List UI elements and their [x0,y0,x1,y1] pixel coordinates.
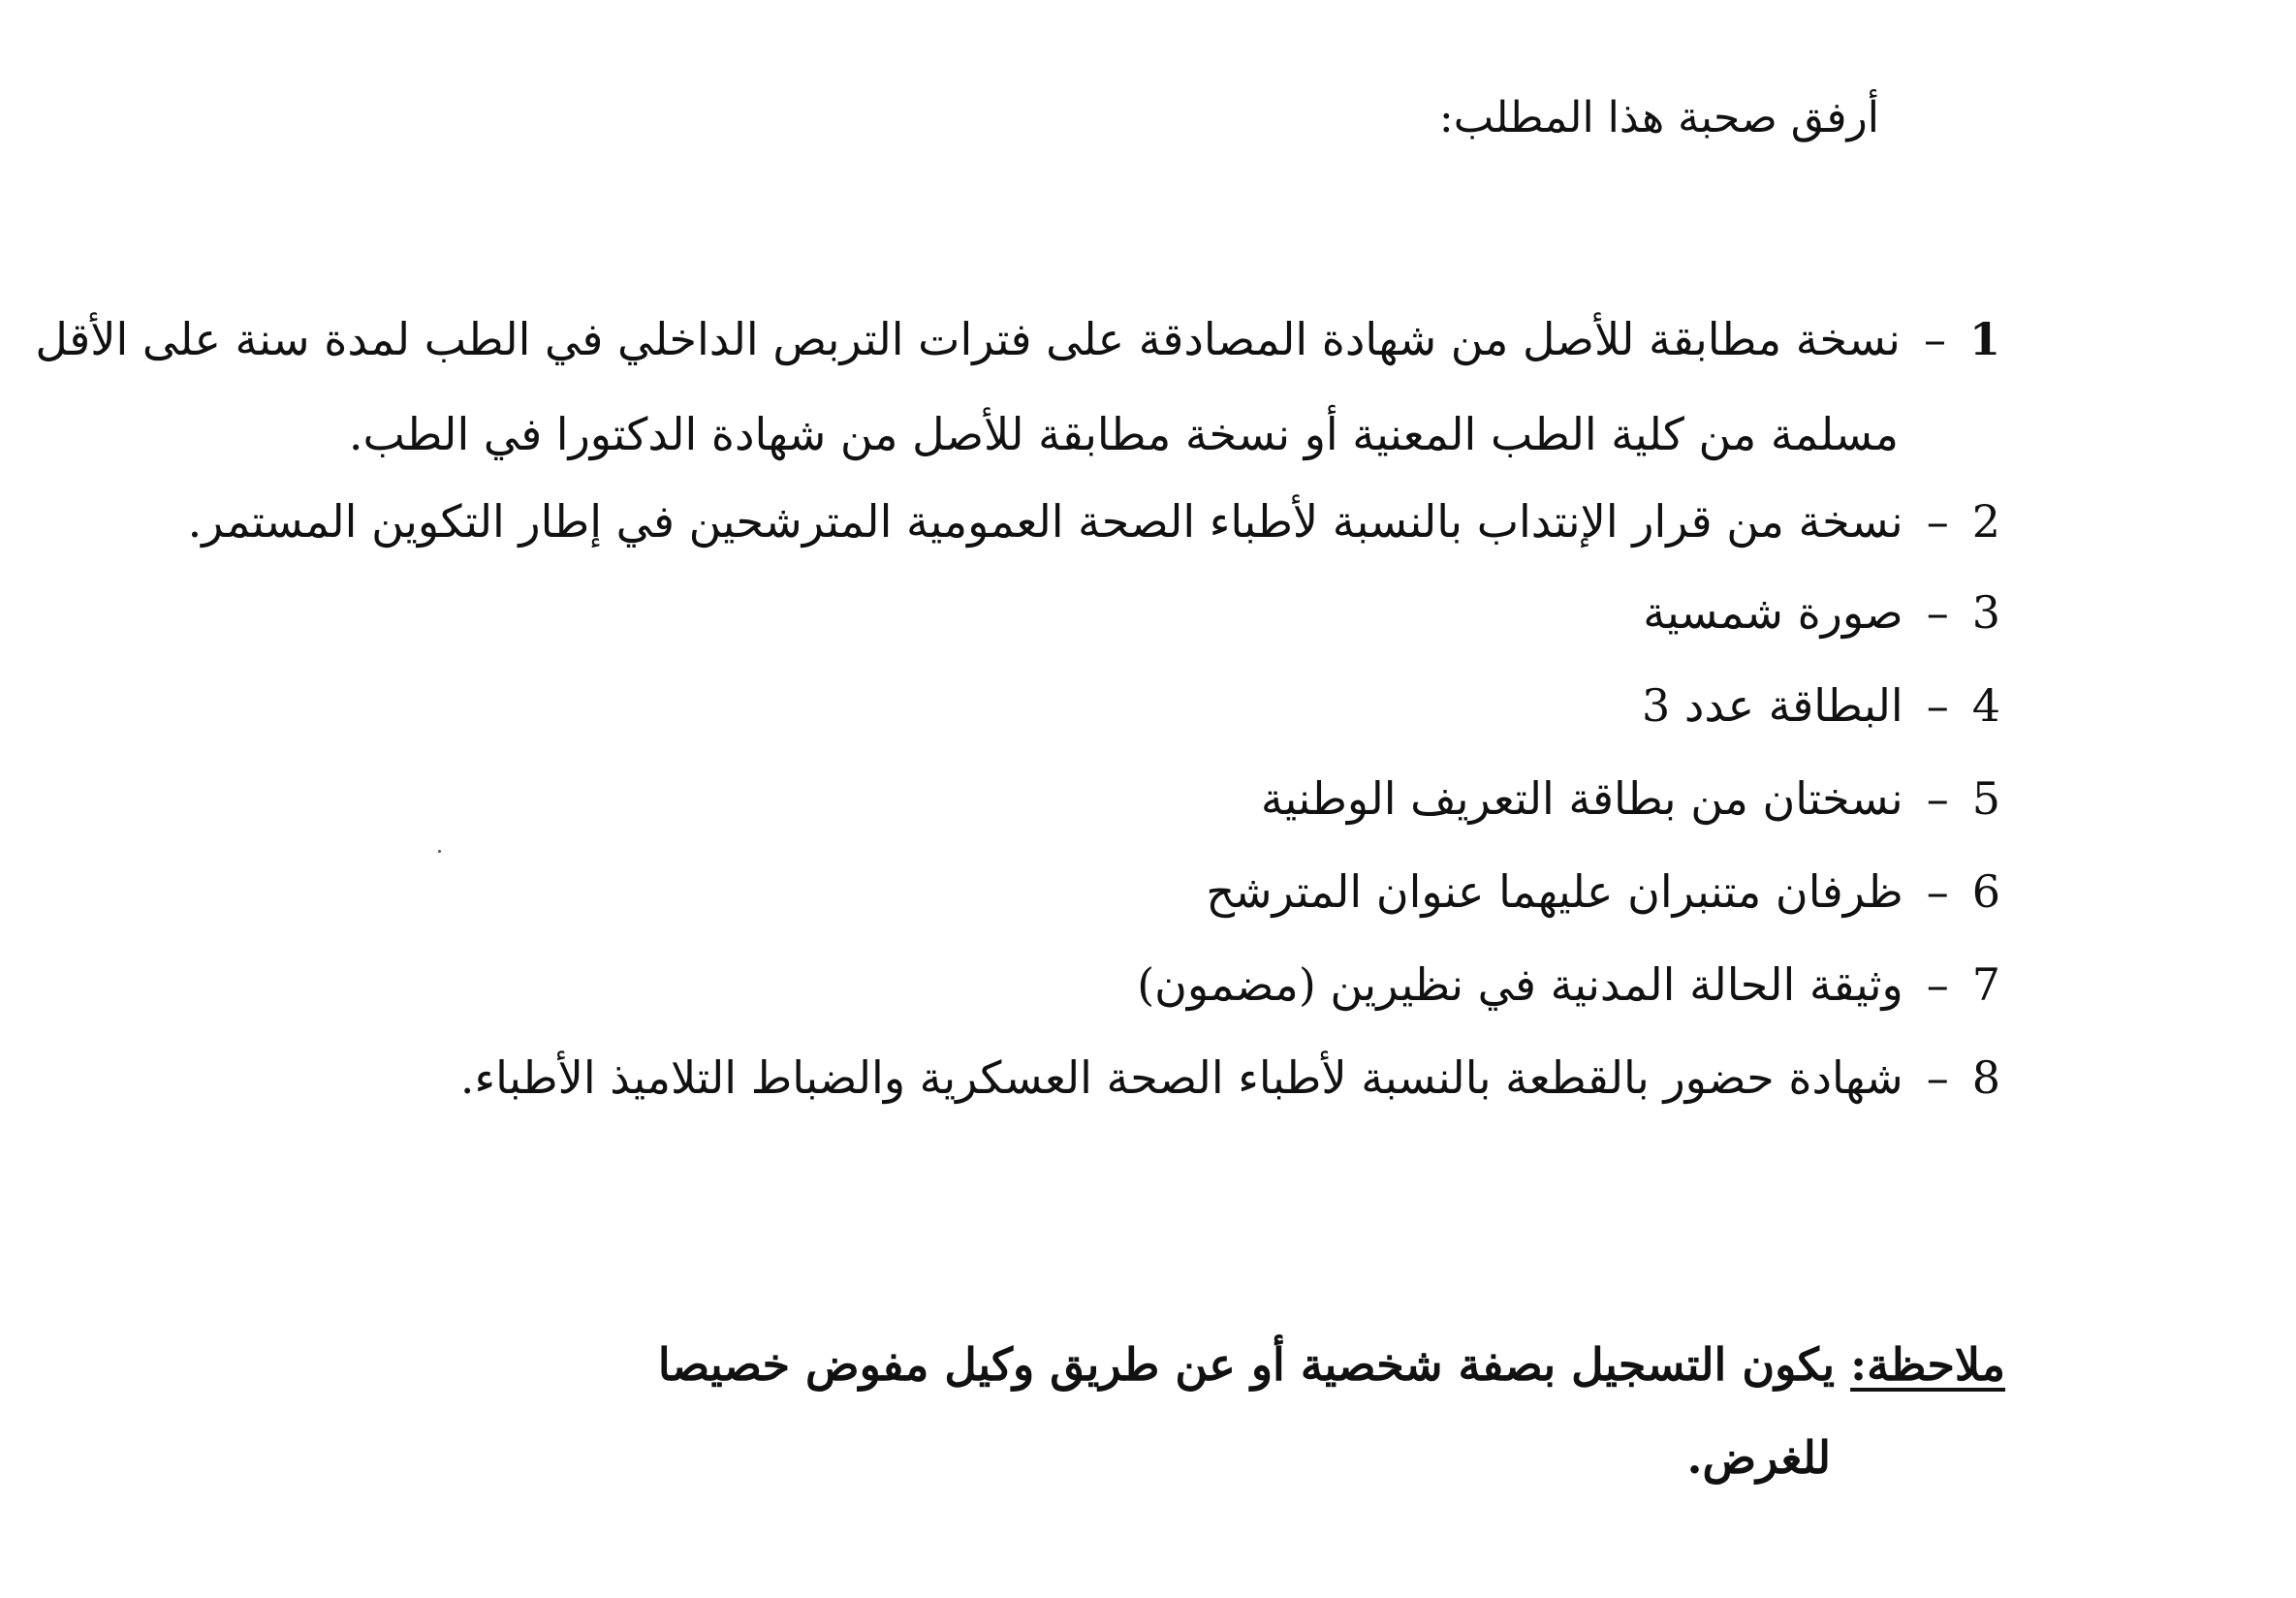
item-dash: – [1926,772,1949,825]
item-text-line-1: نسخة مطابقة للأصل من شهادة المصادقة على فترات التربص الداخلي في الطب لمدة سنة على الأقل [35,313,1901,365]
item-text: نسخة من قرار الإنتداب بالنسبة لأطباء الصحة العمومية المترشحين في إطار التكوين المستمر. [187,495,1903,548]
list-item-3 [1643,583,2000,642]
list-item-7 [1137,956,2000,1014]
list-item-5 [1261,769,2000,828]
list-item-1 [35,310,2000,368]
item-dash: – [1923,313,1946,365]
list-item-4 [1642,676,2000,735]
note-line-2: للغرض. [1686,1431,1831,1484]
list-item-6 [1206,862,2000,921]
item-number: 5 [1971,772,2000,825]
item-dash: – [1926,1051,1949,1104]
intro-text: أرفق صحبة هذا المطلب: [1438,93,1879,142]
note-text: يكون التسجيل بصفة شخصية أو عن طريق وكيل مفوض خصيصا [657,1338,1836,1391]
scan-speck [438,850,441,853]
item-dash: – [1926,586,1949,639]
item-number: 8 [1971,1051,2000,1104]
item-number: 3 [1971,586,2000,639]
list-item-2 [188,492,2000,550]
note-line-1 [658,1335,2005,1394]
item-dash: – [1926,865,1949,918]
item-dash: – [1926,958,1949,1011]
list-item-8 [460,1049,2000,1107]
item-text: شهادة حضور بالقطعة بالنسبة لأطباء الصحة العسكرية والضباط التلاميذ الأطباء. [459,1051,1903,1104]
item-text: البطاقة عدد 3 [1642,679,1903,732]
item-number: 4 [1971,679,2000,732]
item-number: 6 [1971,865,2000,918]
item-text: ظرفان متنبران عليهما عنوان المترشح [1206,865,1903,918]
item-number: 1 [1968,313,2000,365]
list-item-1-continuation: مسلمة من كلية الطب المعنية أو نسخة مطابقة للأصل من شهادة الدكتورا في الطب. [348,408,1899,460]
note-label: ملاحظة: [1850,1338,2005,1391]
item-dash: – [1926,679,1949,732]
item-text: وثيقة الحالة المدنية في نظيرين (مضمون) [1137,958,1903,1011]
item-number: 2 [1971,495,2000,548]
item-dash: – [1926,495,1949,548]
item-number: 7 [1971,958,2000,1011]
item-text: نسختان من بطاقة التعريف الوطنية [1260,772,1903,825]
item-text: صورة شمسية [1643,586,1903,639]
